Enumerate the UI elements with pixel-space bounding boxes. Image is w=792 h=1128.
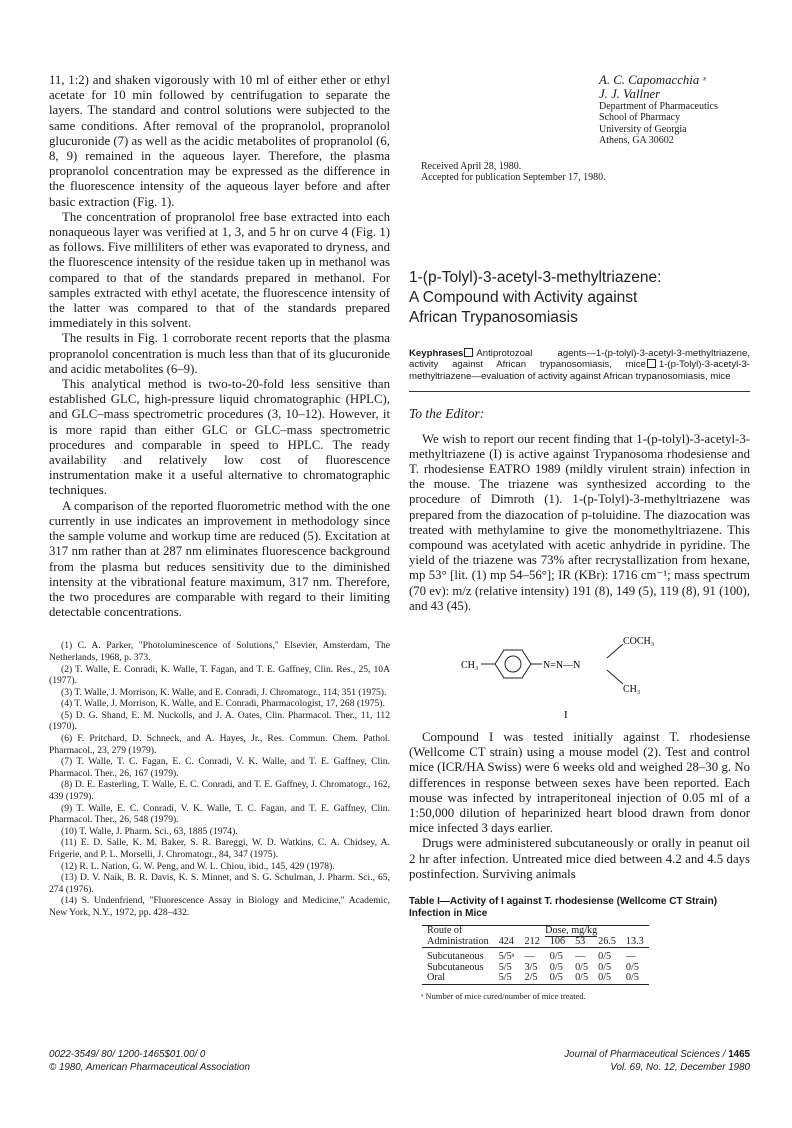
issn-line: 0022-3549/ 80/ 1200-1465$01.00/ 0 (49, 1049, 206, 1060)
table-cell: 0/5 (575, 961, 589, 973)
title-line: African Trypanosomiasis (409, 308, 578, 326)
table-cell: 5/5 (498, 961, 512, 973)
table-row (422, 973, 649, 984)
table-footnote: ᵃ Number of mice cured/number of mice treated. (421, 990, 586, 1001)
author-block (409, 73, 750, 147)
footer-right (543, 1048, 750, 1074)
table-dose: 212 (524, 935, 540, 947)
structure-drawing (409, 618, 750, 724)
paragraph: We wish to report our recent finding that 1-(p-tolyl)-3-acetyl-3-methyltriazene (I) is active against Trypanosoma rhodesiense and T. rhodesiense EATRO 1989 (mildly virulent strain) infection in the mouse. The triazene was synthesized according to the procedure of Dimroth (1). 1-(p-Tolyl)-3-methyltriazene was prepared from the diazocation of p-toluidine. The diazocation was treated with methylamine to give the monomethyltriazene. This compound was acetylated with acetic anhydride in pyridine. The yield of the triazene was 73% after recrystallization from hexane, mp 53° [lit. (1) mp 54–56°]; IR (KBr): 1716 cm⁻¹; mass spectrum (70 ev): m/z (relative intensity) 191 (8), 149 (5), 119 (8), 91 (100), and 43 (45). (409, 431, 750, 613)
paragraph: 11, 1:2) and shaken vigorously with 10 ml of either ether or ethyl acetate for 10 min followed by centrifugation to separate the layers. The standard and control solutions were subjected to the same conditions. After removal of the propranolol, propranolol glucuronide (7) as well as the acidic metabolites of propranolol (6, 8, 9) remained in the aqueous layer. Therefore, the plasma propranolol concentration may be expressed as the difference in the fluorescence intensity of the aqueous layer before and after basic extraction (Fig. 1). (49, 73, 390, 209)
title-line: A Compound with Activity against (409, 288, 638, 306)
affiliation-line: Department of Pharmaceutics (599, 101, 718, 112)
reference-item: (4) T. Walle, J. Morrison, K. Walle, and E. Conradi, Pharmacologist, 17, 268 (1975). (61, 698, 385, 710)
reference-item: (2) T. Walle, E. Conradi, K. Walle, T. Fagan, and T. E. Gaffney, Clin. Res., 25, 10A (1977). (49, 663, 390, 687)
azo-label: N=N—N (543, 660, 581, 672)
paragraph: A comparison of the reported fluorometric method with the one currently in use indicates an improvement in methodology since the sample volume and workup time are reduced (5). Excitation at 317 nm rather than at 287 nm eliminates fluorescence background from the plasma but reduces sensitivity due to the diminished intensity at the vibrational feature maximum, 317 nm. Therefore, the two procedures are comparable with regard to their limiting detectable concentrations. (49, 498, 390, 620)
table-header-dose: Dose, mg/kg (545, 925, 598, 937)
left-column (49, 73, 390, 919)
paragraph: The results in Fig. 1 corroborate recent reports that the plasma propranolol concentration is much less than that of its glucuronide and acidic metabolites (6–9). (49, 331, 390, 376)
reference-item: (1) C. A. Parker, "Photoluminescence of Solutions," Elsevier, Amsterdam, The Netherlands, 1968, p. 373. (49, 640, 390, 663)
affiliation-line: University of Georgia (599, 123, 687, 135)
table-dose: 106 (549, 935, 566, 947)
reference-item: (14) S. Undenfriend, "Fluorescence Assay in Biology and Medicine," Academic, New York, N.Y., 1972, pp. 428–432. (49, 895, 390, 918)
keyphrases-text: 1-(p-Tolyl)-3-acetyl-3-methyltriazene—evaluation of activity against African trypanosomiasis, mice (409, 359, 750, 382)
table-cell: — (575, 950, 586, 962)
affiliation-line: Athens, GA 30602 (599, 135, 674, 147)
paragraph: The concentration of propranolol free base extracted into each nonaqueous layer was verified at 1, 3, and 5 hr on curve 4 (Fig. 1) as follows. Five milliliters of ether was evaporated to dryness, and the fluorescence intensity of the residue taken up in methanol was compared to that of the standards prepared in methanol. For samples extracted with ethyl acetate, the fluorescence intensity of the latter was compared to that of the standards prepared immediately in this solvent. (49, 209, 390, 331)
reference-item: (10) T. Walle, J. Pharm. Sci., 63, 1885 (1974). (61, 825, 238, 837)
table-cell: 0/5 (575, 972, 589, 984)
reference-item: (7) T. Walle, T. C. Fagan, E. C. Conradi, V. K. Walle, and T. E. Gaffney, Clin. Pharmacol. Ther., 26, 167 (1979). (49, 756, 390, 779)
benzene-ring (495, 650, 531, 678)
page-number: 1465 (728, 1049, 750, 1060)
received-date: Received April 28, 1980. (421, 160, 522, 172)
table-dose: 424 (498, 935, 514, 947)
reference-item: (9) T. Walle, E. C. Conradi, V. K. Walle, T. C. Fagan, and T. E. Gaffney, Clin. Pharmacol. Ther., 26, 548 (1979). (49, 802, 390, 826)
compound-label: I (564, 709, 568, 722)
table-cell: 0/5 (625, 961, 639, 973)
reference-item: (11) E. D. Salle, K. M. Baker, S. R. Bareggi, W. D. Watkins, C. A. Chidsey, A. Frigerie, and P. L. Morselli, J. Chromatogr., 84, 347 (1975). (49, 837, 390, 860)
table-cell: 5/5ᵃ (498, 950, 515, 962)
table-cell: Subcutaneous (427, 961, 484, 973)
title-line: 1-(p-Tolyl)-3-acetyl-3-methyltriazene: (409, 268, 662, 286)
accepted-date: Accepted for publication September 17, 1980. (421, 172, 606, 184)
table-row (422, 952, 649, 963)
reference-list (49, 640, 390, 918)
table-cell: — (524, 950, 535, 962)
table-cell: 3/5 (524, 961, 538, 973)
box-icon (647, 359, 656, 368)
table-dose: 26.5 (598, 935, 616, 947)
to-editor-heading: To the Editor: (409, 405, 485, 421)
footer-left (49, 1048, 250, 1074)
table-header-route: Administration (427, 935, 489, 947)
right-body-text-2 (409, 730, 750, 882)
table-header-route: Route of (427, 925, 463, 937)
table-cell: — (625, 950, 637, 962)
reference-item: (6) F. Pritchard, D. Schneck, and A. Hayes, Jr., Res. Commun. Chem. Pathol. Pharmacol., 23, 279 (1979). (49, 733, 390, 756)
author-name: A. C. Capomacchia ˣ (599, 73, 707, 87)
table-cell: Subcutaneous (427, 950, 484, 962)
keyphrases (409, 348, 750, 392)
journal-name: Journal of Pharmaceutical Sciences / (564, 1049, 729, 1060)
table-cell: 0/5 (549, 961, 563, 973)
affiliation-line: School of Pharmacy (599, 112, 681, 124)
ch3-left-label: CH₃ (461, 660, 479, 672)
table-cell: 5/5 (498, 972, 512, 984)
ch3-right-label: CH₃ (623, 684, 641, 696)
table-cell: Oral (427, 972, 446, 984)
table-cell: 2/5 (524, 972, 538, 984)
paragraph: This analytical method is two-to-20-fold less sensitive than established GLC, high-pressure liquid chromatographic (HPLC), and GLC–mass spectrometric procedures (3, 10–12). However, it is more rapid than either GLC or GLC–mass spectrometric procedures and comparable in speed to HPLC. The ready availability and relatively low cost of fluorescence instrumentation make it a useful alternative to chromatographic techniques. (49, 377, 390, 498)
table-title: Table I—Activity of I against T. rhodesiense (Wellcome CT Strain) Infection in Mice (409, 896, 718, 919)
author-name: J. J. Vallner (599, 87, 661, 101)
reference-item: (3) T. Walle, J. Morrison, K. Walle, and E. Conradi, J. Chromatogr., 114, 351 (1975). (61, 686, 387, 698)
keyphrases-label: Keyphrases (409, 347, 464, 359)
right-column (409, 73, 750, 1001)
table-cell: 0/5 (625, 972, 639, 984)
right-body-text (409, 432, 750, 614)
reference-item: (12) R. L. Nation, G. W. Peng, and W. L. Chiou, ibid., 145, 429 (1978). (61, 860, 335, 872)
received-dates (409, 161, 750, 184)
table-cell: 0/5 (598, 950, 612, 962)
left-body-text (49, 73, 390, 620)
table-cell: 0/5 (598, 961, 612, 973)
keyphrases-text: Antiprotozoal agents—1-(p-tolyl)-3-acetyl-3-methyltriazene, activity against African trypanosomiasis, mice (409, 347, 750, 371)
article-title (409, 268, 750, 328)
table-dose: 53 (575, 935, 586, 947)
box-icon (464, 348, 473, 357)
paragraph: Drugs were administered subcutaneously or orally in peanut oil 2 hr after infection. Untreated mice died between 4.2 and 4.5 days postinfection. Surviving animals (409, 836, 750, 881)
table-dose: 13.3 (625, 935, 644, 947)
paragraph: Compound I was tested initially against T. rhodesiense (Wellcome CT strain) using a mouse model (2). Test and control mice (ICR/HA Swiss) were 6 weeks old and weighed 28–30 g. No differences in response between sexes have been reported. Each mouse was infected by intraperitoneal injection of 0.05 ml of a 1:50,000 dilution of heparinized heart blood drawn from donor mice infected 3 days earlier. (409, 730, 750, 836)
table-cell: 0/5 (549, 950, 563, 962)
table-cell: 0/5 (549, 972, 563, 984)
reference-item: (8) D. E. Easterling, T. Walle, E. C. Conradi, and T. E. Gaffney, J. Chromatogr., 162, 439 (1979). (49, 779, 390, 803)
reference-item: (13) D. V. Naik, B. R. Davis, K. S. Minnet, and S. G. Schulman, J. Pharm. Sci., 65, 274 (1976). (49, 872, 390, 895)
table-cell: 0/5 (598, 972, 612, 984)
copyright-line: © 1980, American Pharmaceutical Association (49, 1062, 250, 1073)
chemical-structure (409, 618, 750, 724)
reference-item: (5) D. G. Shand, E. M. Nuckolls, and J. A. Oates, Clin. Pharmacol. Ther., 11, 112 (1970). (49, 709, 390, 733)
acetyl-label: COCH₃ (623, 636, 655, 648)
volume-line: Vol. 69, No. 12, December 1980 (610, 1062, 750, 1073)
results-table (422, 925, 649, 984)
